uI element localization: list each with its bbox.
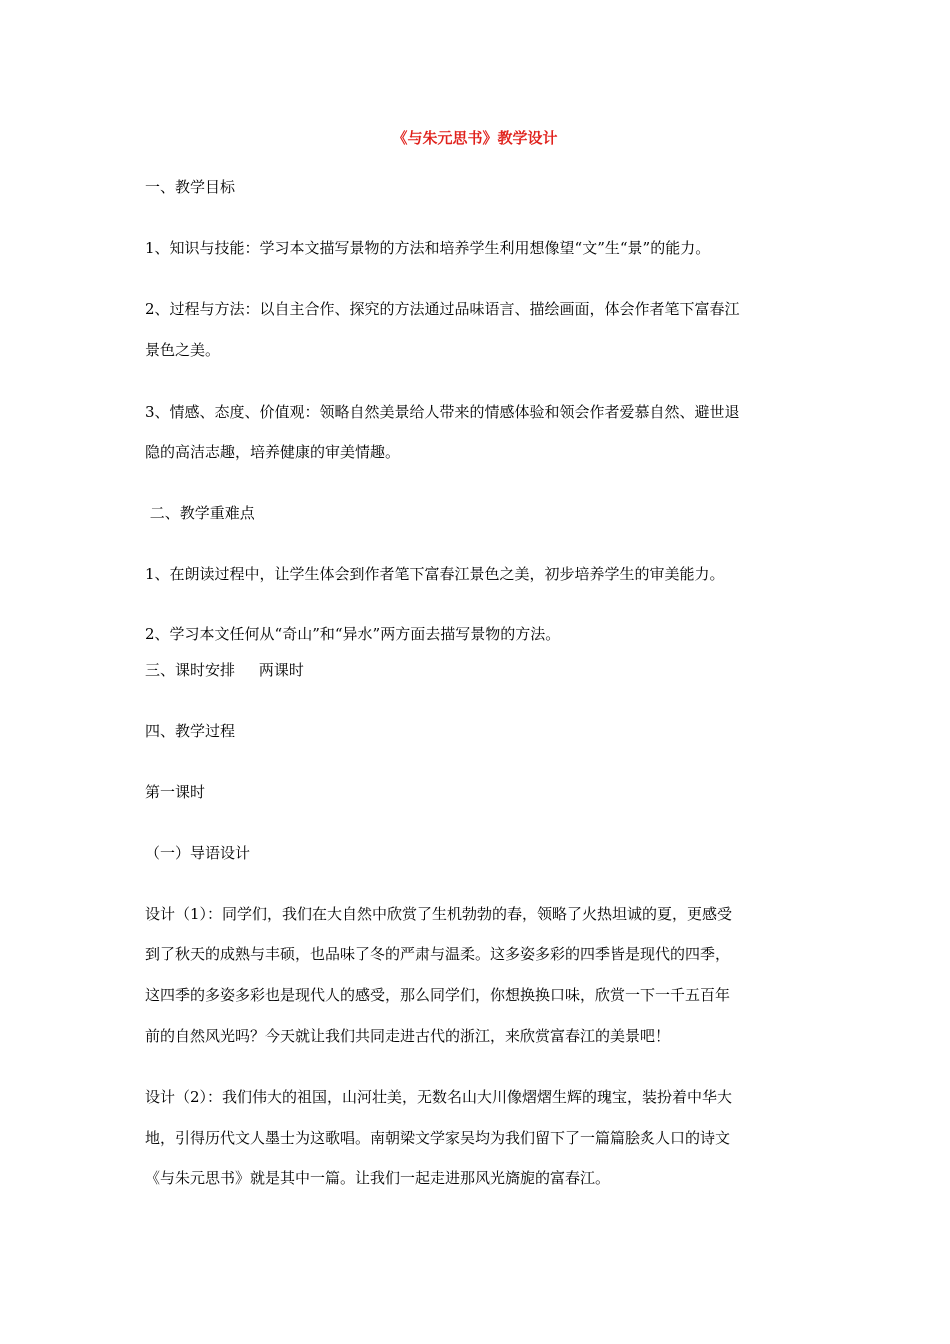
section-heading-objectives: 一、教学目标 xyxy=(145,178,236,196)
objective-item-2-line-2: 景色之美。 xyxy=(145,341,221,359)
section-heading-key-points: 二、教学重难点 xyxy=(145,504,255,522)
design-1-line-1: 设计（1）：同学们，我们在大自然中欣赏了生机勃勃的春，领略了火热坦诚的夏，更感受 xyxy=(145,905,733,923)
design-1-line-4: 前的自然风光吗？今天就让我们共同走进古代的浙江，来欣赏富春江的美景吧！ xyxy=(145,1027,671,1045)
section-heading-process: 四、教学过程 xyxy=(145,722,236,740)
section-heading-schedule: 三、课时安排 两课时 xyxy=(145,661,304,679)
design-2-line-3: 《与朱元思书》就是其中一篇。让我们一起走进那风光旖旎的富春江。 xyxy=(145,1169,611,1187)
design-1-line-3: 这四季的多姿多彩也是现代人的感受，那么同学们，你想换换口味，欣赏一下一千五百年 xyxy=(145,986,731,1004)
key-point-item-1: 1、在朗读过程中，让学生体会到作者笔下富春江景色之美，初步培养学生的审美能力。 xyxy=(145,565,725,583)
objective-item-1: 1、知识与技能：学习本文描写景物的方法和培养学生利用想像望“文”生“景”的能力。 xyxy=(145,239,711,257)
key-point-item-2: 2、学习本文任何从“奇山”和“异水”两方面去描写景物的方法。 xyxy=(145,625,561,643)
design-2-line-2: 地，引得历代文人墨士为这歌唱。南朝梁文学家吴均为我们留下了一篇篇脍炙人口的诗文 xyxy=(145,1129,731,1147)
document-title: 《与朱元思书》教学设计 xyxy=(392,129,558,147)
lesson-heading-1: 第一课时 xyxy=(145,783,206,801)
design-2-line-1: 设计（2）：我们伟大的祖国，山河壮美，无数名山大川像熠熠生辉的瑰宝，装扮着中华大 xyxy=(145,1088,733,1106)
objective-item-3-line-1: 3、情感、态度、价值观：领略自然美景给人带来的情感体验和领会作者爱慕自然、避世退 xyxy=(145,403,740,421)
design-1-line-2: 到了秋天的成熟与丰硕，也品味了冬的严肃与温柔。这多姿多彩的四季皆是现代的四季， xyxy=(145,945,731,963)
objective-item-3-line-2: 隐的高洁志趣，培养健康的审美情趣。 xyxy=(145,443,401,461)
subsection-heading-intro: （一）导语设计 xyxy=(145,844,251,862)
objective-item-2-line-1: 2、过程与方法：以自主合作、探究的方法通过品味语言、描绘画面，体会作者笔下富春江 xyxy=(145,300,740,318)
